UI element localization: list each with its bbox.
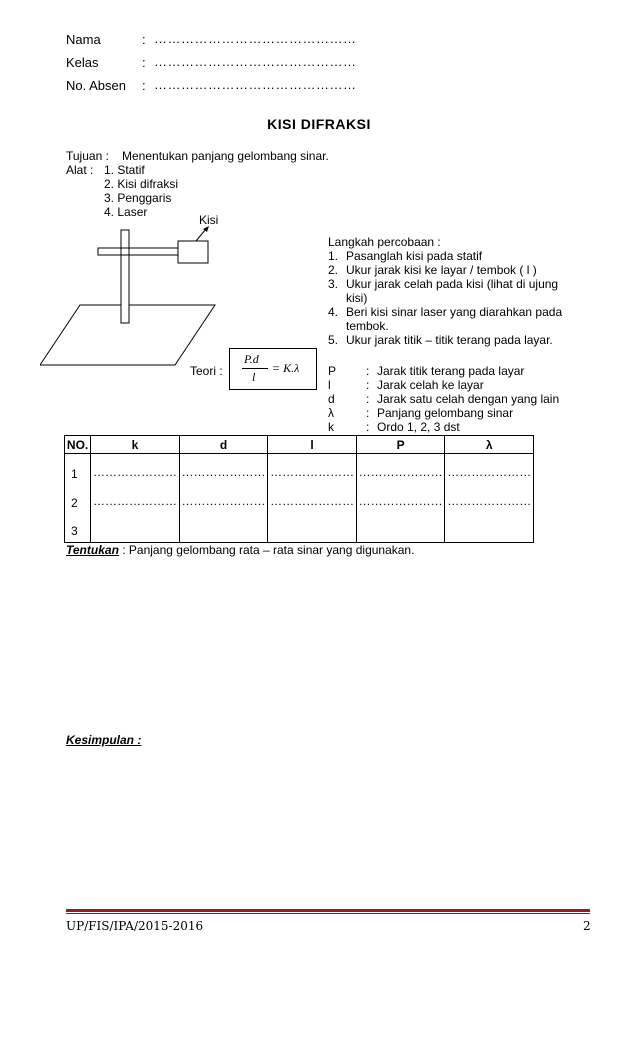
blank-entry: ………………… bbox=[181, 494, 266, 508]
def-colon: : bbox=[366, 406, 370, 420]
step-num: 1. bbox=[328, 249, 339, 263]
col-header-no: NO. bbox=[65, 436, 91, 454]
stand-post bbox=[121, 230, 129, 323]
step-text: tembok. bbox=[346, 319, 389, 333]
alat-item: 3. Penggaris bbox=[104, 191, 172, 205]
alat-item: 4. Laser bbox=[104, 205, 148, 219]
blank-entry: ………………… bbox=[447, 465, 532, 479]
blank-entry: ………………… bbox=[270, 465, 355, 479]
l-column bbox=[268, 454, 357, 543]
lambda-column bbox=[445, 454, 534, 543]
col-header-l: l bbox=[268, 436, 357, 454]
def-text: Jarak titik terang pada layar bbox=[377, 364, 525, 378]
tentukan-label: Tentukan bbox=[66, 543, 119, 557]
step-text: kisi) bbox=[346, 291, 368, 305]
def-colon: : bbox=[366, 378, 370, 392]
col-header-p: P bbox=[356, 436, 445, 454]
k-column bbox=[91, 454, 180, 543]
page-number: 2 bbox=[583, 919, 591, 933]
kelas-field: ……………………………………… bbox=[154, 54, 357, 69]
def-colon: : bbox=[366, 420, 370, 434]
nama-field: ……………………………………… bbox=[154, 31, 357, 46]
step-num: 2. bbox=[328, 263, 339, 277]
absen-colon: : bbox=[142, 78, 146, 93]
def-symbol: d bbox=[328, 392, 335, 406]
absen-field: ……………………………………… bbox=[154, 77, 357, 92]
blank-entry: ………………… bbox=[447, 494, 532, 508]
row-number: 1 bbox=[71, 467, 78, 481]
col-header-d: d bbox=[179, 436, 268, 454]
def-text: Panjang gelombang sinar bbox=[377, 406, 514, 420]
blank-entry: ………………… bbox=[181, 465, 266, 479]
col-header-k: k bbox=[91, 436, 180, 454]
tujuan-label: Tujuan : bbox=[66, 149, 109, 163]
def-colon: : bbox=[366, 392, 370, 406]
alat-label: Alat : bbox=[66, 163, 94, 177]
no-column bbox=[65, 454, 91, 543]
blank-entry: ………………… bbox=[270, 494, 355, 508]
blank-entry: ………………… bbox=[92, 494, 177, 508]
row-number: 2 bbox=[71, 496, 78, 510]
def-text: Ordo 1, 2, 3 dst bbox=[377, 420, 460, 434]
step-num: 5. bbox=[328, 333, 339, 347]
tentukan-text: : Panjang gelombang rata – rata sinar yang digunakan. bbox=[118, 543, 415, 557]
stand-arm bbox=[98, 248, 178, 255]
blank-entry: ………………… bbox=[358, 465, 443, 479]
def-symbol: l bbox=[328, 378, 331, 392]
footer-code: UP/FIS/IPA/2015-2016 bbox=[66, 919, 204, 933]
footer-rule bbox=[66, 909, 590, 912]
def-symbol: λ bbox=[328, 406, 334, 420]
page-title: KISI DIFRAKSI bbox=[267, 116, 371, 132]
def-text: Jarak satu celah dengan yang lain bbox=[377, 392, 560, 406]
nama-label: Nama bbox=[66, 32, 101, 47]
step-text: Ukur jarak celah pada kisi (lihat di ujung bbox=[346, 277, 559, 291]
table-row bbox=[65, 454, 534, 543]
kisi-pointer bbox=[196, 229, 206, 241]
apparatus-diagram bbox=[40, 210, 330, 370]
def-symbol: k bbox=[328, 420, 334, 434]
langkah-title: Langkah percobaan : bbox=[328, 235, 441, 249]
row-number: 3 bbox=[71, 524, 78, 538]
step-text: Pasanglah kisi pada statif bbox=[346, 249, 483, 263]
d-column bbox=[179, 454, 268, 543]
formula-denominator: l bbox=[252, 370, 256, 384]
tujuan-text: Menentukan panjang gelombang sinar. bbox=[122, 149, 329, 163]
def-symbol: P bbox=[328, 364, 337, 378]
alat-item: 2. Kisi difraksi bbox=[104, 177, 179, 191]
tentukan-section bbox=[66, 543, 414, 557]
formula-numerator: P.d bbox=[244, 352, 259, 366]
formula-rhs: = K.λ bbox=[272, 361, 300, 375]
def-text: Jarak celah ke layar bbox=[377, 378, 484, 392]
alat-item: 1. Statif bbox=[104, 163, 145, 177]
blank-entry: ………………… bbox=[92, 465, 177, 479]
def-colon: : bbox=[366, 364, 370, 378]
fraction-bar bbox=[242, 368, 268, 369]
p-column bbox=[356, 454, 445, 543]
step-text: Ukur jarak kisi ke layar / tembok ( l ) bbox=[346, 263, 537, 277]
kelas-label: Kelas bbox=[66, 55, 99, 70]
absen-label: No. Absen bbox=[66, 78, 126, 93]
nama-colon: : bbox=[142, 32, 146, 47]
step-text: Ukur jarak titik – titik terang pada layar. bbox=[346, 333, 553, 347]
data-table bbox=[64, 435, 534, 543]
step-num: 4. bbox=[328, 305, 339, 319]
kelas-colon: : bbox=[142, 55, 146, 70]
col-header-lambda: λ bbox=[445, 436, 534, 454]
step-text: Beri kisi sinar laser yang diarahkan pada bbox=[346, 305, 563, 319]
laser-box bbox=[178, 241, 208, 263]
kesimpulan-label: Kesimpulan : bbox=[66, 733, 142, 747]
formula-box bbox=[229, 348, 317, 390]
footer-rule-thin bbox=[66, 913, 590, 914]
table-header-row bbox=[65, 436, 534, 454]
blank-entry: ………………… bbox=[358, 494, 443, 508]
kisi-label: Kisi bbox=[199, 213, 219, 227]
step-num: 3. bbox=[328, 277, 339, 291]
teori-label: Teori : bbox=[190, 364, 223, 378]
